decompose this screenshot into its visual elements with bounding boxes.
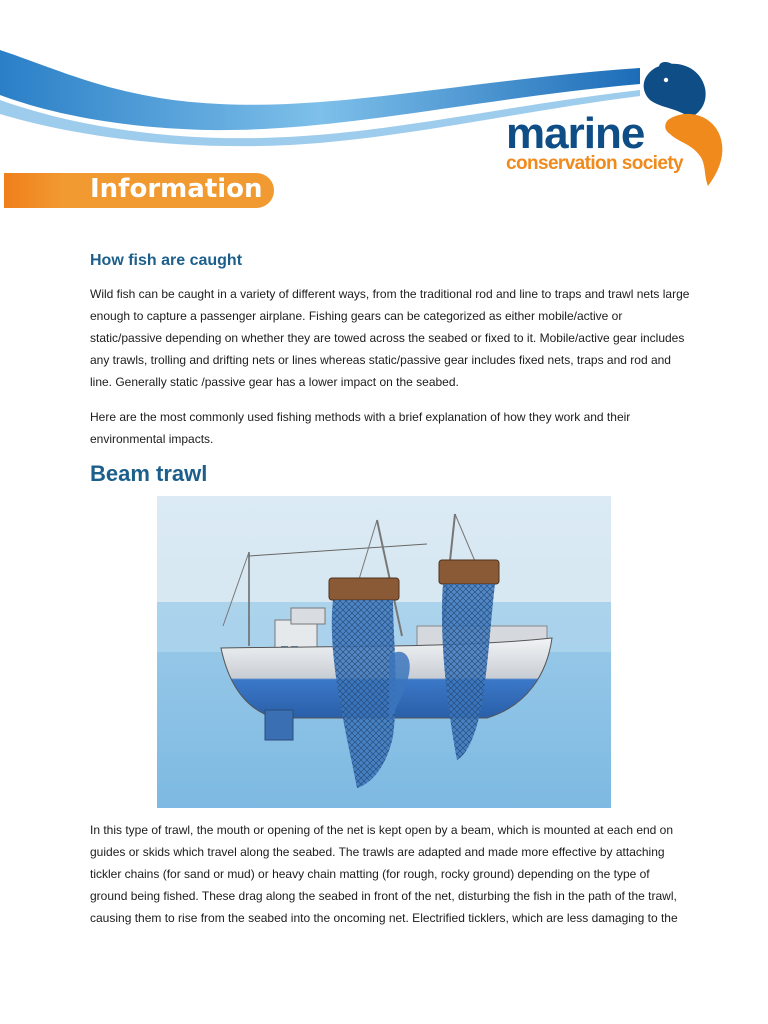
section-heading-how-fish-caught: How fish are caught [90,252,243,269]
information-banner [4,173,274,208]
banner-label: Information [90,174,263,204]
methods-paragraph: Here are the most commonly used fishing methods with a brief explanation of how they work and their environmental impacts. [90,410,631,446]
logo-subtitle: conservation society [506,153,684,174]
beam-trawler-illustration [157,496,611,808]
beam-trawl-paragraph: In this type of trawl, the mouth or opening of the net is kept open by a beam, which is mounted at each end on guides or skids which travel along the seabed. The trawls are adapted and made more effective by attaching tickler chains (for sand or mud) or heavy chain matting (for rough, rocky ground) depending on the type of ground being fished. These drag along the seabed in front of the net, disturbing the fish in the path of the trawl, causing them to rise from the seabed into the oncoming net. Electrified ticklers, which are less damaging to the [90,823,678,925]
intro-paragraph: Wild fish can be caught in a variety of different ways, from the traditional rod and line to traps and trawl nets large enough to capture a passenger airplane. Fishing gears can be categorized as either mobile/active or static/passive depending on whether they are towed across the seabed or fixed to it. Mobile/active gear includes any trawls, trolling and drifting nets or lines whereas static/passive gear includes fixed nets, traps and rod and line. Generally static /passive gear has a lower impact on the seabed. [90,287,690,389]
logo-wordmark: marine [506,109,645,158]
section-heading-beam-trawl: Beam trawl [90,461,208,486]
